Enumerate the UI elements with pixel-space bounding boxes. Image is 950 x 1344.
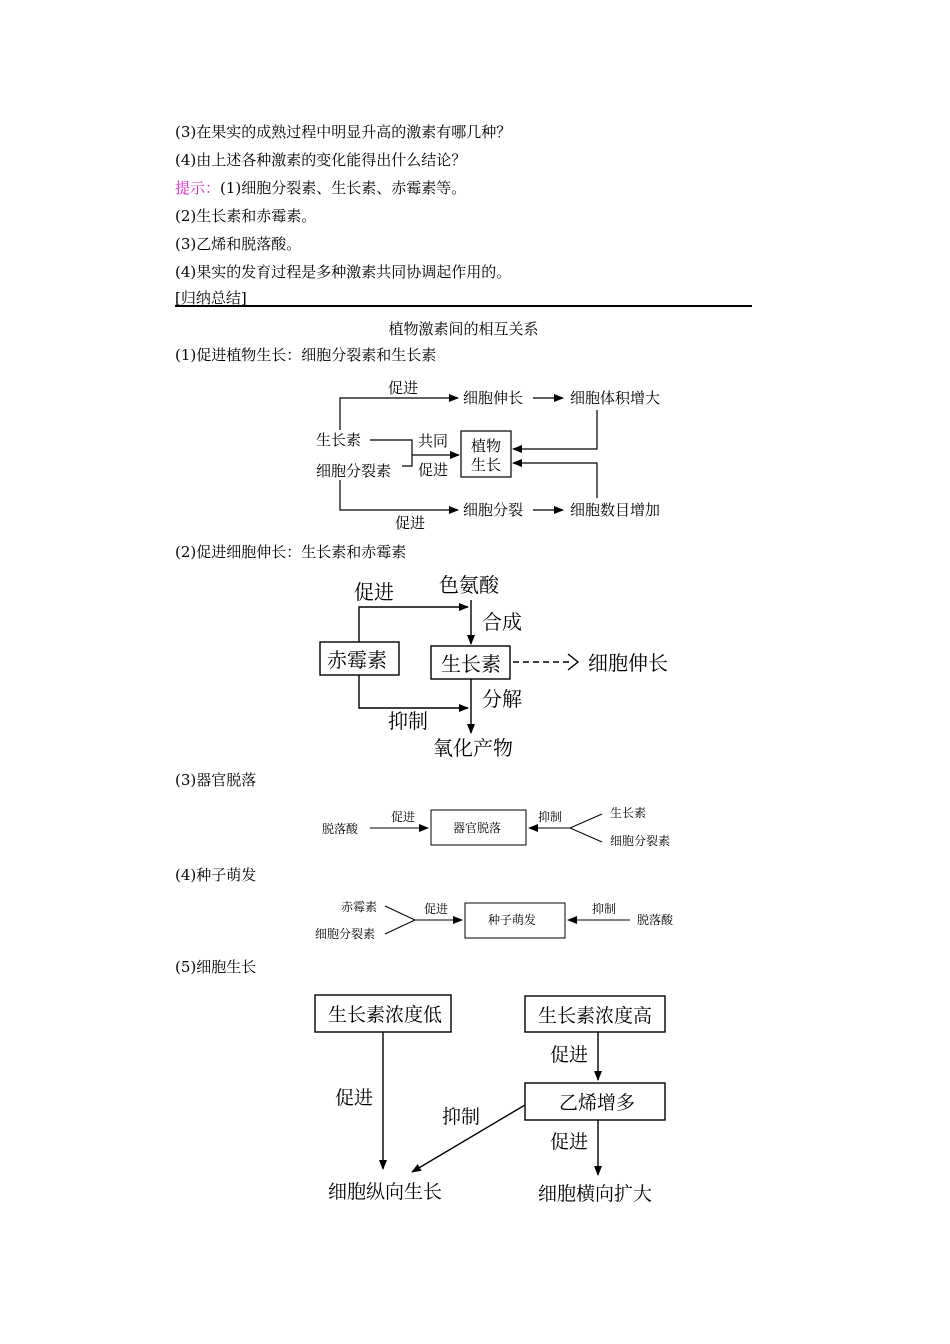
d4-cytokinin: 细胞分裂素: [315, 927, 376, 941]
heading-4: (4)种子萌发: [175, 866, 257, 884]
d1-promote-top: 促进: [388, 379, 419, 397]
hint-label: 提示：: [175, 179, 221, 197]
d3-box: 器官脱落: [453, 821, 502, 835]
summary-label: [归纳总结]: [175, 289, 247, 307]
d2-inhibit: 抑制: [388, 709, 428, 733]
d4-promote: 促进: [424, 902, 449, 916]
heading-5: (5)细胞生长: [175, 958, 257, 976]
diagram-plant-growth: [340, 398, 597, 510]
d2-tryptophan: 色氨酸: [439, 573, 499, 597]
d1-cell-volume-increase: 细胞体积增大: [570, 389, 661, 407]
answer-2: (2)生长素和赤霉素。: [175, 207, 317, 225]
d5-promote-right-bottom: 促进: [550, 1131, 589, 1153]
d1-cytokinin: 细胞分裂素: [316, 462, 392, 480]
d1-cell-elongation: 细胞伸长: [463, 389, 524, 407]
d5-inhibit: 抑制: [442, 1106, 481, 1128]
heading-2: (2)促进细胞伸长：生长素和赤霉素: [175, 543, 407, 561]
d5-ethylene-box: 乙烯增多: [559, 1092, 636, 1114]
d4-inhibit: 抑制: [592, 902, 617, 916]
d1-promote-mid: 促进: [418, 461, 449, 479]
d1-jointly: 共同: [418, 432, 449, 450]
d5-promote-left: 促进: [335, 1087, 374, 1109]
d2-gibberellin: 赤霉素: [327, 648, 387, 672]
d3-auxin: 生长素: [610, 806, 647, 820]
d3-promote: 促进: [391, 810, 416, 824]
d5-low-box: 生长素浓度低: [328, 1004, 443, 1026]
heading-1: (1)促进植物生长：细胞分裂素和生长素: [175, 346, 437, 364]
d2-synthesis: 合成: [482, 610, 522, 634]
d5-promote-right-top: 促进: [550, 1044, 589, 1066]
d4-abscisic-acid: 脱落酸: [637, 913, 674, 927]
d3-cytokinin: 细胞分裂素: [610, 834, 671, 848]
answer-1: (1)细胞分裂素、生长素、赤霉素等。: [220, 179, 467, 197]
d2-oxidation-product: 氧化产物: [433, 736, 513, 760]
d2-decompose: 分解: [482, 687, 522, 711]
answer-3: (3)乙烯和脱落酸。: [175, 235, 302, 253]
d1-promote-bottom: 促进: [395, 514, 426, 532]
d1-box-line2: 生长: [471, 456, 502, 474]
d5-high-box: 生长素浓度高: [538, 1005, 653, 1027]
d3-inhibit: 抑制: [538, 810, 563, 824]
question-4: (4)由上述各种激素的变化能得出什么结论？: [175, 151, 467, 169]
d1-cell-number-increase: 细胞数目增加: [570, 501, 661, 519]
d2-promote: 促进: [354, 580, 394, 604]
d5-transverse: 细胞横向扩大: [538, 1183, 653, 1205]
d3-abscisic-acid: 脱落酸: [322, 822, 359, 836]
question-3: (3)在果实的成熟过程中明显升高的激素有哪几种？: [175, 123, 512, 141]
d1-auxin: 生长素: [316, 431, 362, 449]
d4-gibberellin: 赤霉素: [341, 900, 378, 914]
d1-cell-division: 细胞分裂: [463, 501, 524, 519]
d1-box-line1: 植物: [471, 437, 502, 455]
d5-longitudinal: 细胞纵向生长: [328, 1181, 443, 1203]
answer-4: (4)果实的发育过程是多种激素共同协调起作用的。: [175, 263, 512, 281]
section-title: 植物激素间的相互关系: [388, 320, 539, 338]
d2-auxin: 生长素: [441, 652, 501, 676]
d2-cell-elongation: 细胞伸长: [588, 651, 668, 675]
d4-box: 种子萌发: [488, 913, 537, 927]
heading-3: (3)器官脱落: [175, 771, 257, 789]
